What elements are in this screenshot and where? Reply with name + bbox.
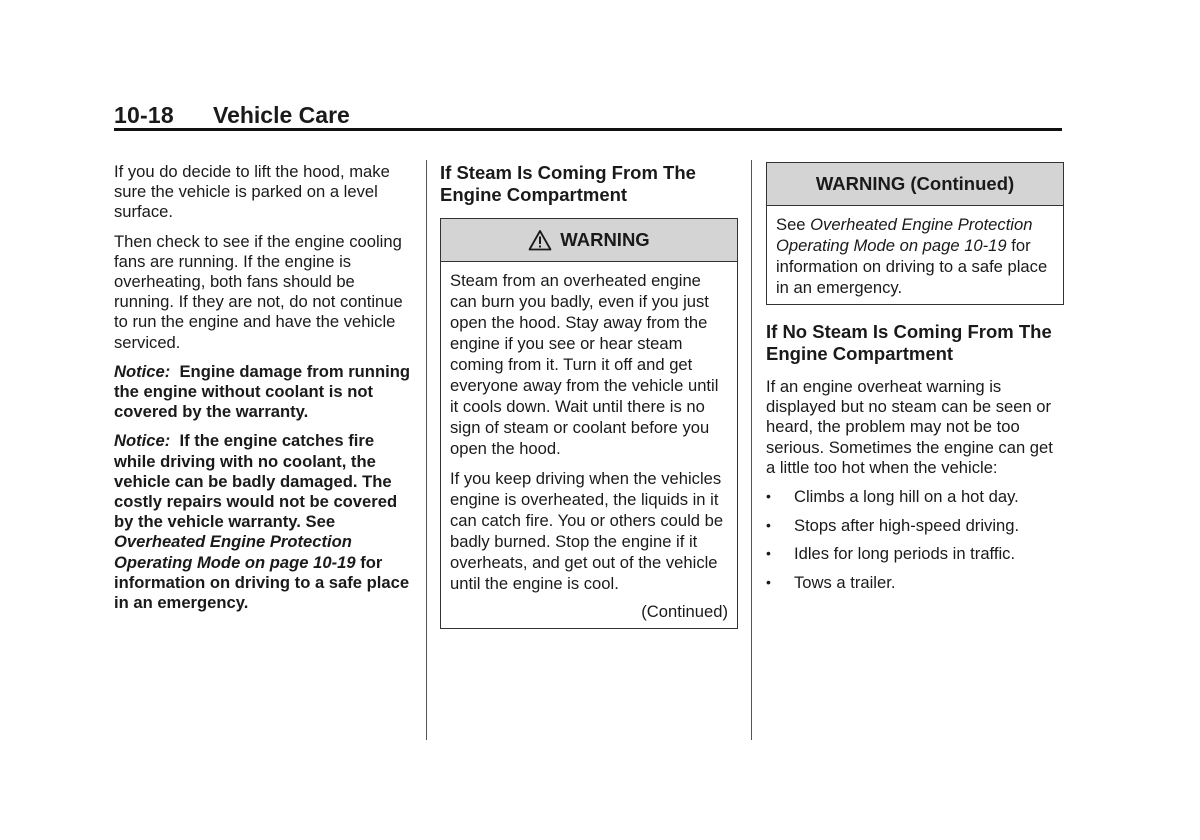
column-3 [766, 162, 1064, 602]
column-divider [751, 160, 752, 740]
cross-reference: Overheated Engine Protection Operating Mode on page 10-19 [776, 215, 1033, 255]
paragraph: If you do decide to lift the hood, make sure the vehicle is parked on a level surface. [114, 162, 390, 222]
bullet-icon: • [766, 574, 771, 591]
list-item [766, 487, 1064, 507]
bullet-icon: • [766, 516, 771, 533]
subsection-heading: If No Steam Is Coming From The Engine Compartment [766, 321, 1052, 364]
warning-text-rest: for information on driving to a safe place in an emergency. [776, 236, 1048, 297]
column-divider [426, 160, 427, 740]
notice-text: Engine damage from running the engine without coolant is not covered by the warranty. [114, 361, 410, 422]
header-rule [114, 128, 1062, 131]
warning-header [441, 219, 737, 262]
bullet-icon: • [766, 545, 771, 562]
list-item-text: Idles for long periods in traffic. [794, 544, 1016, 564]
warning-body [441, 262, 737, 628]
column-1 [114, 162, 414, 622]
list-item [766, 544, 1064, 564]
warning-text: If you keep driving when the vehicles engine is overheated, the liquids in it can catch fire. You or others could be badly burned. Stop the engine if it overheats, and get out of the vehicle until the engine is cool. [450, 469, 724, 593]
paragraph: Then check to see if the engine cooling fans are running. If the engine is overheating, both fans should be running. If they are not, do not continue to run the engine and have the vehicle serviced. [114, 231, 403, 352]
warning-text-see: See [776, 215, 811, 234]
continued-label: (Continued) [641, 602, 728, 621]
bullet-list [766, 487, 1064, 593]
list-item [766, 516, 1064, 536]
subsection-heading: If Steam Is Coming From The Engine Compartment [440, 162, 696, 205]
warning-box [440, 218, 738, 629]
page-number: 10-18 [114, 102, 174, 128]
cross-reference: Overheated Engine Protection Operating Mode on page 10-19 [114, 532, 356, 572]
notice-text: for information on driving to a safe place in an emergency. [114, 552, 410, 613]
warning-triangle-icon [528, 229, 552, 251]
warning-title: WARNING [560, 228, 650, 250]
warning-header: WARNING (Continued) [767, 163, 1063, 206]
bullet-icon: • [766, 488, 771, 505]
warning-box-continued [766, 162, 1064, 305]
warning-text [776, 214, 1054, 298]
paragraph: If an engine overheat warning is displayed but no steam can be seen or heard, the problem may not be too serious. Sometimes the engine can get a little too hot when the vehicle: [766, 377, 1053, 477]
notice [114, 362, 414, 423]
list-item-text: Tows a trailer. [794, 573, 896, 593]
notice-label: Notice: [114, 361, 171, 381]
column-2 [440, 162, 738, 645]
list-item-text: Climbs a long hill on a hot day. [794, 487, 1019, 507]
section-title: Vehicle Care [213, 102, 350, 128]
notice [114, 431, 414, 613]
list-item-text: Stops after high-speed driving. [794, 515, 1020, 535]
notice-text: If the engine catches fire while driving with no coolant, the vehicle can be badly damaged. The costly repairs would not be covered by the vehicle warranty. See [114, 431, 398, 532]
warning-text: Steam from an overheated engine can burn you badly, even if you just open the hood. Stay away from the engine if you see or hear steam coming from it. Turn it off and get everyone away from the vehicle until it cools down. Wait until there is no sign of steam or coolant before you open the hood. [450, 271, 719, 458]
list-item [766, 573, 1064, 593]
notice-label: Notice: [114, 431, 171, 451]
warning-body [767, 206, 1063, 304]
